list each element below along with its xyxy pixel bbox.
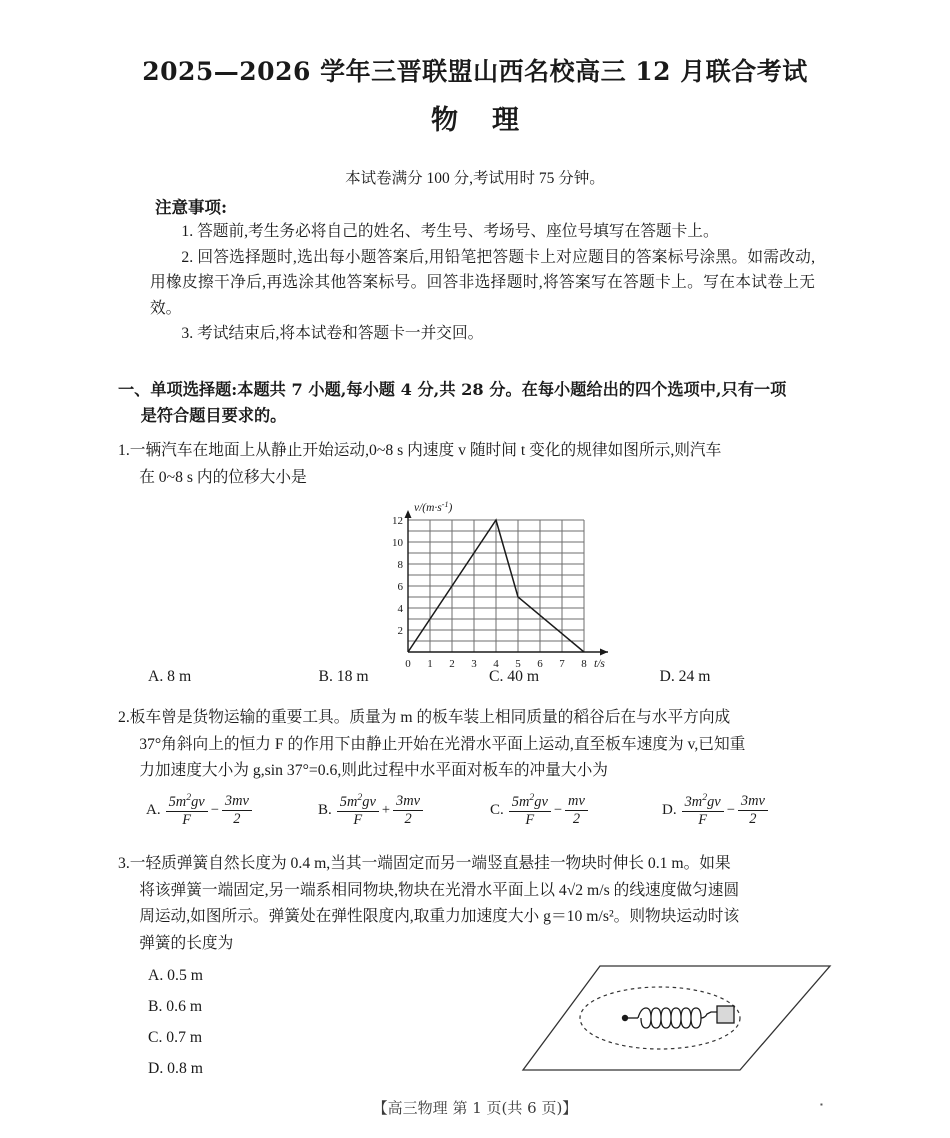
option-d-operator: − bbox=[726, 802, 735, 819]
question-2-option-a[interactable] bbox=[146, 793, 318, 828]
question-2-option-c[interactable] bbox=[490, 793, 662, 828]
question-3-number: 3. bbox=[118, 855, 130, 872]
option-d-fraction-1: $\frac{3m^2gv}{F}$ bbox=[682, 793, 724, 828]
option-b-denominator-1: F bbox=[353, 811, 363, 828]
circular-path bbox=[580, 987, 740, 1049]
question-3-line1: 一轻质弹簧自然长度为 0.4 m,当其一端固定而另一端竖直悬挂一物块时伸长 0.1 m。如果 bbox=[129, 855, 731, 872]
question-2 bbox=[118, 705, 830, 785]
svg-text:6: 6 bbox=[537, 658, 543, 670]
svg-text:12: 12 bbox=[392, 515, 403, 527]
svg-text:8: 8 bbox=[581, 658, 587, 670]
horizontal-plane bbox=[523, 966, 830, 1070]
option-a-fraction-2 bbox=[222, 794, 252, 827]
question-1-option-d[interactable]: D. 24 m bbox=[659, 668, 711, 685]
x-axis-arrow bbox=[600, 649, 608, 656]
question-3-line2: 将该弹簧一端固定,另一端系相同物块,物块在光滑水平面上以 4√2 m/s 的线速度做匀速圆 bbox=[139, 881, 740, 899]
option-b-fraction-2 bbox=[393, 794, 423, 827]
chart-grid bbox=[408, 520, 584, 652]
option-d-numerator-2: 3mv bbox=[738, 794, 768, 811]
notice-heading: 注意事项: bbox=[155, 198, 228, 217]
y-axis-label: $v/(m\cdot s^{-1})$ bbox=[414, 500, 453, 514]
vt-chart-svg bbox=[368, 498, 618, 673]
option-a-label: A. bbox=[146, 802, 161, 819]
option-c-numerator-2: mv bbox=[565, 794, 588, 811]
chart-axes bbox=[408, 512, 608, 652]
figure-3-svg bbox=[505, 958, 835, 1083]
notice-item-3: 3. 考试结束后,将本试卷和答题卡一并交回。 bbox=[181, 325, 484, 343]
question-3-option-a[interactable]: A. 0.5 m bbox=[148, 967, 203, 984]
question-3-option-d[interactable]: D. 0.8 m bbox=[148, 1060, 203, 1077]
question-2-line1: 板车曾是货物运输的重要工具。质量为 m 的板车装上相同质量的稻谷后在与水平方向成 bbox=[129, 709, 731, 726]
question-3-line4: 弹簧的长度为 bbox=[139, 934, 234, 952]
section-heading bbox=[118, 377, 830, 429]
spring-coils bbox=[638, 1008, 701, 1028]
option-c-denominator-1: F bbox=[525, 811, 535, 828]
subject-title bbox=[0, 98, 950, 137]
svg-text:0: 0 bbox=[405, 658, 411, 670]
score-and-duration-line: 本试卷满分 100 分,考试用时 75 分钟。 bbox=[345, 170, 605, 187]
option-d-label: D. bbox=[662, 802, 677, 819]
question-1-option-c[interactable]: C. 40 m bbox=[489, 668, 540, 685]
subject-char-right: 理 bbox=[492, 105, 519, 136]
question-1-number: 1. bbox=[118, 442, 130, 459]
question-2-number: 2. bbox=[118, 709, 130, 726]
question-3-options bbox=[148, 960, 203, 1084]
option-a-denominator-1: F bbox=[182, 811, 192, 828]
option-b-denominator-2: 2 bbox=[404, 811, 412, 828]
question-3-line3: 周运动,如图所示。弹簧处在弹性限度内,取重力加速度大小 g＝10 m/s²。则物块运动时该 bbox=[139, 908, 740, 925]
option-a-numerator-2: 3mv bbox=[222, 794, 252, 811]
section-heading-line2: 是符合题目要求的。 bbox=[140, 406, 287, 425]
svg-text:4: 4 bbox=[493, 658, 499, 670]
question-1-option-b[interactable]: B. 18 m bbox=[318, 668, 369, 685]
svg-text:5: 5 bbox=[515, 658, 521, 670]
velocity-time-graph bbox=[368, 498, 618, 678]
option-a-fraction-1: $\frac{5m^2gv}{F}$ bbox=[166, 793, 208, 828]
svg-text:3: 3 bbox=[471, 658, 477, 670]
option-b-operator: + bbox=[381, 802, 391, 819]
page-title: 2025—2026 学年三晋联盟山西名校高三 12 月联合考试 bbox=[142, 57, 808, 86]
svg-text:1: 1 bbox=[427, 658, 433, 670]
question-2-line2: 37°角斜向上的恒力 F 的作用下由静止开始在光滑水平面上运动,直至板车速度为 v,已知重 bbox=[139, 735, 746, 753]
question-2-line3: 力加速度大小为 g,sin 37°=0.6,则此过程中水平面对板车的冲量大小为 bbox=[139, 762, 608, 779]
option-a-denominator-2: 2 bbox=[233, 811, 241, 828]
question-3-option-c[interactable]: C. 0.7 m bbox=[148, 1029, 203, 1046]
question-2-options bbox=[146, 793, 836, 828]
svg-text:7: 7 bbox=[559, 658, 565, 670]
option-c-operator: − bbox=[553, 802, 563, 819]
option-d-denominator-1: F bbox=[698, 811, 708, 828]
option-c-denominator-2: 2 bbox=[572, 811, 581, 828]
question-1-line2: 在 0~8 s 内的位移大小是 bbox=[139, 468, 307, 486]
svg-text:2: 2 bbox=[397, 625, 403, 637]
option-c-fraction-2 bbox=[565, 794, 588, 827]
question-1 bbox=[118, 438, 830, 491]
question-3-option-b[interactable]: B. 0.6 m bbox=[148, 998, 203, 1015]
spring-circular-motion-diagram bbox=[505, 958, 835, 1088]
svg-text:2: 2 bbox=[449, 658, 455, 670]
option-b-numerator-2: 3mv bbox=[393, 794, 423, 811]
notice-list bbox=[150, 219, 815, 347]
option-a-operator: − bbox=[210, 802, 219, 819]
notice-item-1: 1. 答题前,考生务必将自己的姓名、考生号、考场号、座位号填写在答题卡上。 bbox=[181, 223, 719, 240]
svg-text:8: 8 bbox=[397, 559, 403, 571]
x-axis-label: t/s bbox=[594, 658, 605, 670]
y-tick-labels bbox=[392, 515, 404, 637]
question-1-line1: 一辆汽车在地面上从静止开始运动,0~8 s 内速度 v 随时间 t 变化的规律如图所示,则汽车 bbox=[129, 442, 722, 459]
subject-char-left: 物 bbox=[431, 105, 458, 136]
svg-text:6: 6 bbox=[397, 581, 403, 593]
question-1-option-a[interactable]: A. 8 m bbox=[148, 668, 192, 685]
option-b-label: B. bbox=[318, 802, 332, 819]
option-c-fraction-1: $\frac{5m^2gv}{F}$ bbox=[509, 793, 551, 828]
corner-mark: ▪ bbox=[820, 1100, 822, 1109]
question-2-option-b[interactable] bbox=[318, 793, 490, 828]
spring-lead-right bbox=[701, 1012, 717, 1018]
page-footer: 【高三物理 第 1 页(共 6 页)】 bbox=[372, 1099, 578, 1117]
center-pivot bbox=[622, 1015, 628, 1021]
question-3 bbox=[118, 851, 830, 957]
option-d-denominator-2: 2 bbox=[749, 811, 757, 828]
section-heading-line1: 一、单项选择题:本题共 7 小题,每小题 4 分,共 28 分。在每小题给出的四个选项中,只有一项 bbox=[118, 380, 787, 399]
option-c-label: C. bbox=[490, 802, 504, 819]
svg-text:10: 10 bbox=[392, 537, 403, 549]
notice-item-2: 2. 回答选择题时,选出每小题答案后,用铅笔把答题卡上对应题目的答案标号涂黑。如需改动,用橡皮擦干净后,再选涂其他答案标号。回答非选择题时,将答案写在答题卡上。写在本试卷上无效。 bbox=[150, 248, 815, 317]
option-b-fraction-1: $\frac{5m^2gv}{F}$ bbox=[337, 793, 379, 828]
svg-text:4: 4 bbox=[397, 603, 403, 615]
option-d-fraction-2 bbox=[738, 794, 768, 827]
question-1-options bbox=[148, 668, 830, 686]
question-2-option-d[interactable] bbox=[662, 793, 834, 828]
block bbox=[717, 1006, 734, 1023]
y-axis-arrow bbox=[405, 510, 412, 518]
